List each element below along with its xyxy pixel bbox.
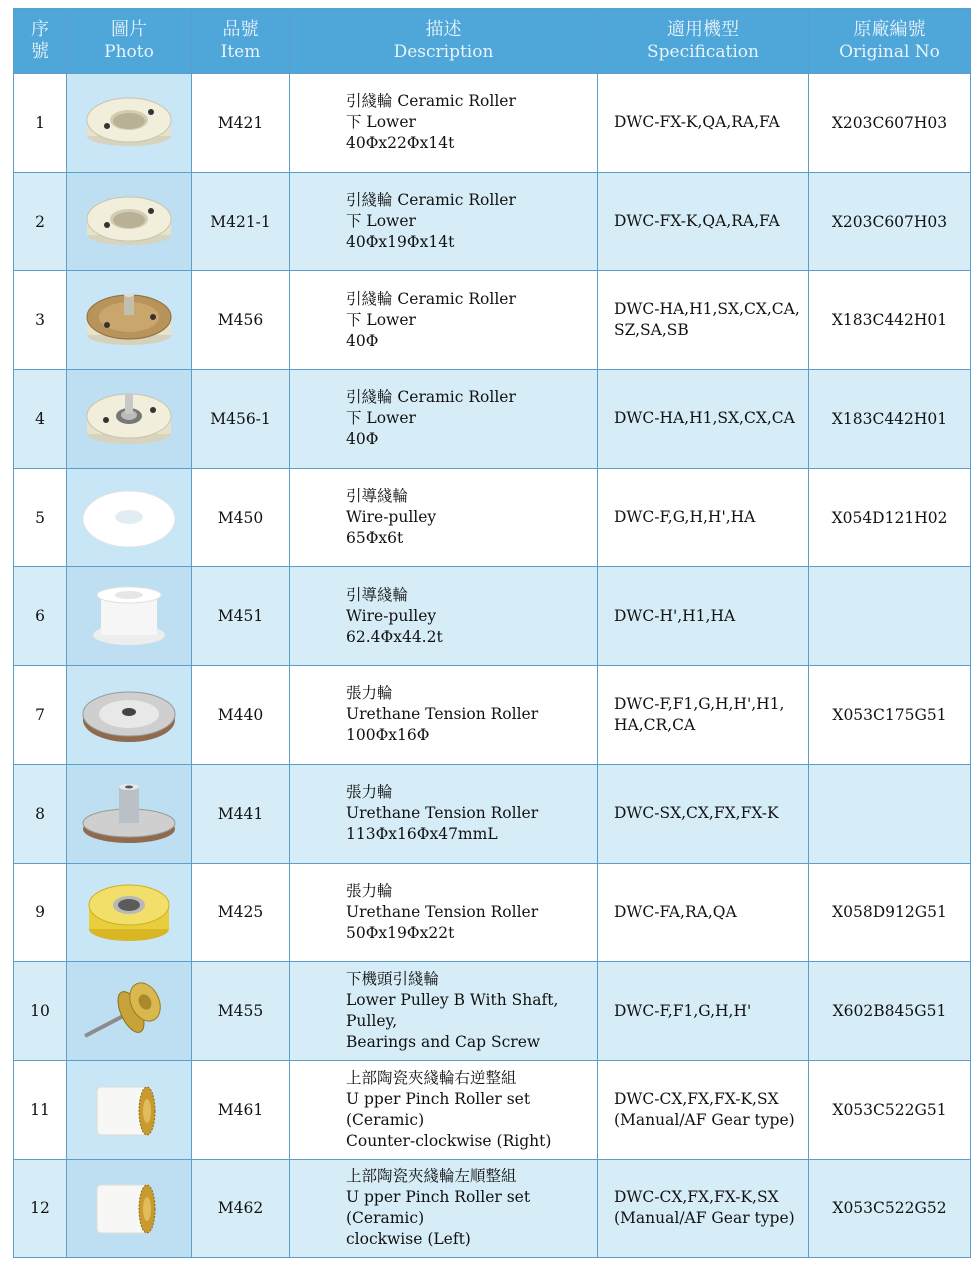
row-seq: 6 [14, 567, 67, 666]
description-line: 張力輪 [346, 684, 393, 703]
description-line: 引導綫輪 [346, 585, 409, 604]
row-description [290, 1060, 598, 1159]
row-original-no [809, 764, 971, 863]
row-specification [598, 172, 809, 271]
description-line: 下 Lower [346, 409, 416, 428]
table-row [14, 271, 971, 370]
specification-line: DWC-CX,FX,FX-K,SX [614, 1089, 779, 1108]
description-line: 張力輪 [346, 783, 393, 802]
specification-line: DWC-HA,H1,SX,CX,CA, [614, 300, 800, 319]
tension-roller-flat-icon [67, 680, 191, 750]
description-line: 下機頭引綫輪 [346, 970, 440, 989]
table-row [14, 1159, 971, 1258]
description-line: 40Φx19Φx14t [346, 233, 455, 252]
description-line: Urethane Tension Roller [346, 804, 539, 823]
description-line: Counter-clockwise (Right) [346, 1131, 552, 1150]
description-line: 40Φ [346, 430, 379, 449]
description-line: Urethane Tension Roller [346, 705, 539, 724]
description-line: Pulley, [346, 1012, 398, 1031]
row-description [290, 962, 598, 1061]
specification-line: DWC-HA,H1,SX,CX,CA [614, 409, 795, 428]
table-row [14, 468, 971, 567]
row-seq: 12 [14, 1159, 67, 1258]
row-description [290, 468, 598, 567]
specification-line: DWC-FX-K,QA,RA,FA [614, 212, 780, 231]
description-line: 上部陶瓷夾綫輪左順整組 [346, 1167, 517, 1186]
row-item: M456 [192, 271, 290, 370]
row-original-no: X053C175G51 [809, 666, 971, 765]
row-specification [598, 1060, 809, 1159]
row-description [290, 370, 598, 469]
table-row [14, 863, 971, 962]
description-line: 50Φx19Φx22t [346, 923, 455, 942]
row-specification [598, 370, 809, 469]
table-row [14, 962, 971, 1061]
row-photo [67, 271, 192, 370]
row-description [290, 666, 598, 765]
pinch-roller-gear-icon [67, 1075, 191, 1145]
row-item: M450 [192, 468, 290, 567]
row-seq: 10 [14, 962, 67, 1061]
row-original-no: X053C522G51 [809, 1060, 971, 1159]
row-description [290, 863, 598, 962]
row-photo [67, 1159, 192, 1258]
row-seq: 8 [14, 764, 67, 863]
specification-line: DWC-SX,CX,FX,FX-K [614, 804, 779, 823]
row-item: M421-1 [192, 172, 290, 271]
row-specification [598, 764, 809, 863]
row-photo [67, 1060, 192, 1159]
row-seq: 7 [14, 666, 67, 765]
row-photo [67, 468, 192, 567]
table-row [14, 1060, 971, 1159]
pulley-shaft-assembly-icon [67, 976, 191, 1046]
row-photo [67, 74, 192, 173]
description-line: 引綫輪 Ceramic Roller [346, 92, 516, 111]
row-seq: 4 [14, 370, 67, 469]
description-line: 65Φx6t [346, 529, 404, 548]
specification-line: (Manual/AF Gear type) [614, 1209, 795, 1228]
row-seq: 2 [14, 172, 67, 271]
row-original-no [809, 567, 971, 666]
row-item: M461 [192, 1060, 290, 1159]
specification-line: DWC-F,F1,G,H,H' [614, 1001, 752, 1020]
header-original-no: 原廠編號 Original No [809, 9, 971, 74]
specification-line: DWC-F,F1,G,H,H',H1, [614, 694, 785, 713]
row-item: M441 [192, 764, 290, 863]
row-original-no: X183C442H01 [809, 271, 971, 370]
table-row [14, 370, 971, 469]
row-seq: 11 [14, 1060, 67, 1159]
row-seq: 5 [14, 468, 67, 567]
ceramic-roller-icon [67, 187, 191, 257]
row-specification [598, 962, 809, 1061]
specification-line: SZ,SA,SB [614, 321, 689, 340]
row-original-no: X058D912G51 [809, 863, 971, 962]
row-description [290, 567, 598, 666]
table-row [14, 74, 971, 173]
row-item: M462 [192, 1159, 290, 1258]
description-line: clockwise (Left) [346, 1230, 471, 1249]
description-line: Wire-pulley [346, 606, 437, 625]
row-description [290, 172, 598, 271]
row-photo [67, 370, 192, 469]
row-photo [67, 863, 192, 962]
description-line: 上部陶瓷夾綫輪右逆整組 [346, 1068, 517, 1087]
ceramic-roller-brass-hub-icon [67, 285, 191, 355]
row-original-no: X203C607H03 [809, 172, 971, 271]
table-row [14, 567, 971, 666]
description-line: Lower Pulley B With Shaft, [346, 991, 559, 1010]
description-line: 下 Lower [346, 310, 416, 329]
description-line: 引綫輪 Ceramic Roller [346, 191, 516, 210]
row-specification [598, 666, 809, 765]
table-header-row [14, 9, 971, 74]
row-item: M451 [192, 567, 290, 666]
row-original-no: X203C607H03 [809, 74, 971, 173]
description-line: Urethane Tension Roller [346, 902, 539, 921]
description-line: 40Φ [346, 331, 379, 350]
specification-line: DWC-FX-K,QA,RA,FA [614, 113, 780, 132]
row-seq: 1 [14, 74, 67, 173]
description-line: 下 Lower [346, 212, 416, 231]
specification-line: HA,CR,CA [614, 715, 696, 734]
ceramic-roller-icon [67, 88, 191, 158]
row-specification [598, 271, 809, 370]
description-line: 引綫輪 Ceramic Roller [346, 289, 516, 308]
ceramic-roller-bearing-icon [67, 384, 191, 454]
description-line: Bearings and Cap Screw [346, 1033, 541, 1052]
row-item: M455 [192, 962, 290, 1061]
description-line: 113Φx16Φx47mmL [346, 825, 498, 844]
row-item: M440 [192, 666, 290, 765]
wire-pulley-spool-icon [67, 581, 191, 651]
header-item: 品號 Item [192, 9, 290, 74]
description-line: 下 Lower [346, 113, 416, 132]
description-line: 引導綫輪 [346, 487, 409, 506]
header-description: 描述 Description [290, 9, 598, 74]
description-line: (Ceramic) [346, 1110, 425, 1129]
description-line: (Ceramic) [346, 1209, 425, 1228]
specification-line: DWC-FA,RA,QA [614, 902, 737, 921]
row-original-no: X602B845G51 [809, 962, 971, 1061]
row-photo [67, 172, 192, 271]
wire-pulley-disc-icon [67, 483, 191, 553]
description-line: 100Φx16Φ [346, 726, 430, 745]
row-specification [598, 468, 809, 567]
pinch-roller-gear-icon [67, 1173, 191, 1243]
header-photo: 圖片 Photo [67, 9, 192, 74]
row-specification [598, 74, 809, 173]
specification-line: DWC-F,G,H,H',HA [614, 508, 756, 527]
row-seq: 3 [14, 271, 67, 370]
description-line: 引綫輪 Ceramic Roller [346, 388, 516, 407]
specification-line: DWC-CX,FX,FX-K,SX [614, 1188, 779, 1207]
description-line: U pper Pinch Roller set [346, 1089, 531, 1108]
row-photo [67, 567, 192, 666]
table-row [14, 764, 971, 863]
row-photo [67, 962, 192, 1061]
parts-catalog-table [13, 8, 971, 1258]
specification-line: DWC-H',H1,HA [614, 606, 736, 625]
description-line: U pper Pinch Roller set [346, 1188, 531, 1207]
row-item: M456-1 [192, 370, 290, 469]
specification-line: (Manual/AF Gear type) [614, 1110, 795, 1129]
row-description [290, 74, 598, 173]
row-description [290, 764, 598, 863]
description-line: Wire-pulley [346, 508, 437, 527]
table-row [14, 172, 971, 271]
row-specification [598, 1159, 809, 1258]
description-line: 40Φx22Φx14t [346, 134, 455, 153]
urethane-roller-icon [67, 877, 191, 947]
row-photo [67, 764, 192, 863]
header-seq: 序 號 [14, 9, 67, 74]
row-seq: 9 [14, 863, 67, 962]
row-description [290, 1159, 598, 1258]
table-row [14, 666, 971, 765]
row-original-no: X053C522G52 [809, 1159, 971, 1258]
row-photo [67, 666, 192, 765]
row-description [290, 271, 598, 370]
row-specification [598, 567, 809, 666]
description-line: 張力輪 [346, 881, 393, 900]
row-specification [598, 863, 809, 962]
header-specification: 適用機型 Specification [598, 9, 809, 74]
tension-roller-shaft-icon [67, 779, 191, 849]
row-original-no: X183C442H01 [809, 370, 971, 469]
row-item: M421 [192, 74, 290, 173]
description-line: 62.4Φx44.2t [346, 627, 443, 646]
row-item: M425 [192, 863, 290, 962]
row-original-no: X054D121H02 [809, 468, 971, 567]
